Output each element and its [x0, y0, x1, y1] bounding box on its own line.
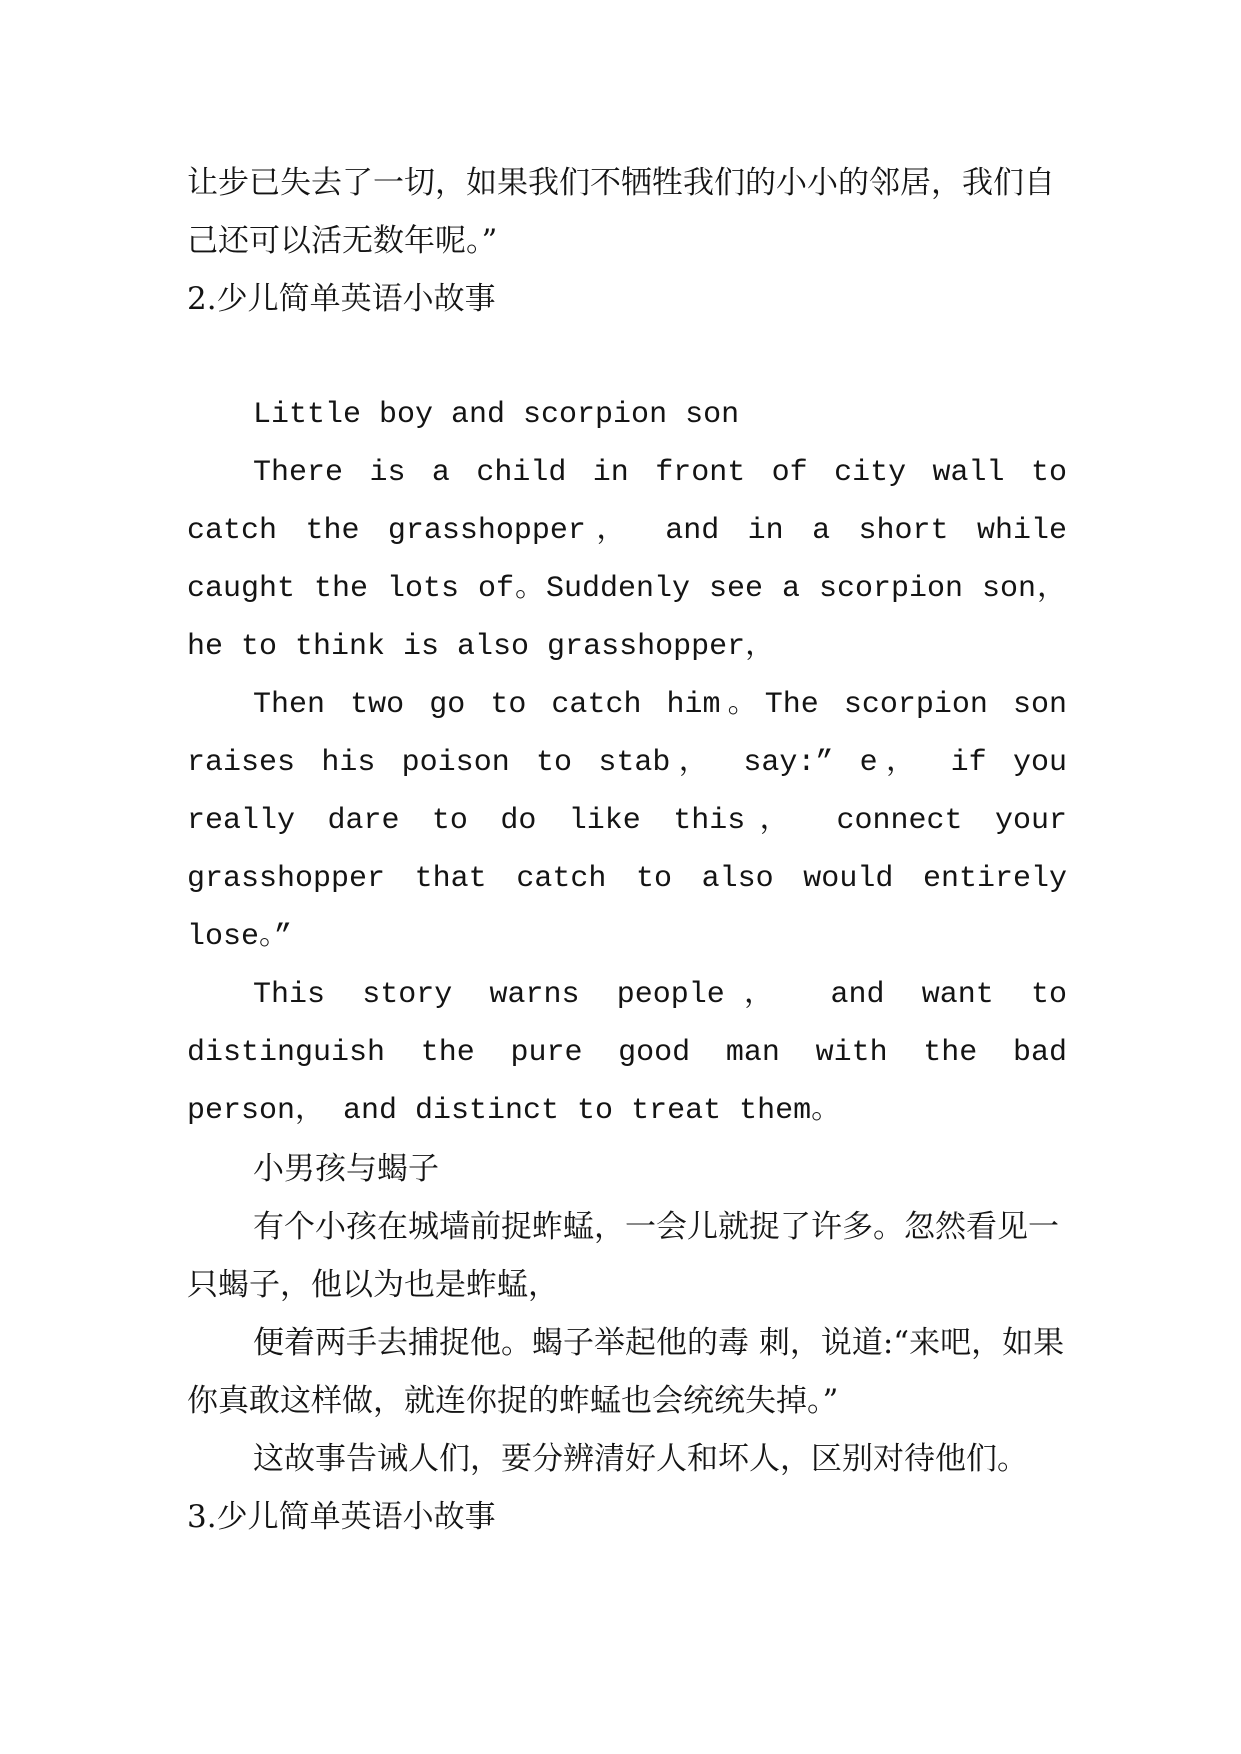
section-heading-3: 3.少儿简单英语小故事	[187, 1499, 496, 1535]
story-title-chinese: 小男孩与蝎子	[253, 1151, 439, 1187]
paragraph-chinese-3: 这故事告诫人们，要分辨清好人和坏人，区别对待他们。	[253, 1441, 1028, 1477]
document-body	[187, 154, 1067, 1546]
blank-line	[187, 328, 1067, 386]
paragraph-english-2: Then two go to catch him。The scorpion son raises his poison to stab， say:” e， if you really dare to do like this， connect your grasshopper that catch to also would entirely lose。”	[187, 688, 1067, 954]
story-title-english: Little boy and scorpion son	[253, 398, 740, 432]
section-heading-2: 2.少儿简单英语小故事	[187, 281, 496, 317]
paragraph-continuation: 让步已失去了一切，如果我们不牺牲我们的小小的邻居，我们自己还可以活无数年呢。”	[187, 165, 1055, 259]
paragraph-english-1: There is a child in front of city wall to catch the grasshopper， and in a short while caught the lots of。Suddenly see a scorpion son， he to think is also grasshopper，	[187, 456, 1067, 664]
paragraph-english-3: This story warns people， and want to distinguish the pure good man with the bad person， and distinct to treat them。	[187, 978, 1067, 1128]
paragraph-chinese-2: 便着两手去捕捉他。蝎子举起他的毒 刺，说道:“来吧，如果你真敢这样做，就连你捉的蚱蜢也会统统失掉。”	[187, 1325, 1065, 1419]
paragraph-chinese-1: 有个小孩在城墙前捉蚱蜢，一会儿就捉了许多。忽然看见一只蝎子，他以为也是蚱蜢，	[187, 1209, 1059, 1303]
